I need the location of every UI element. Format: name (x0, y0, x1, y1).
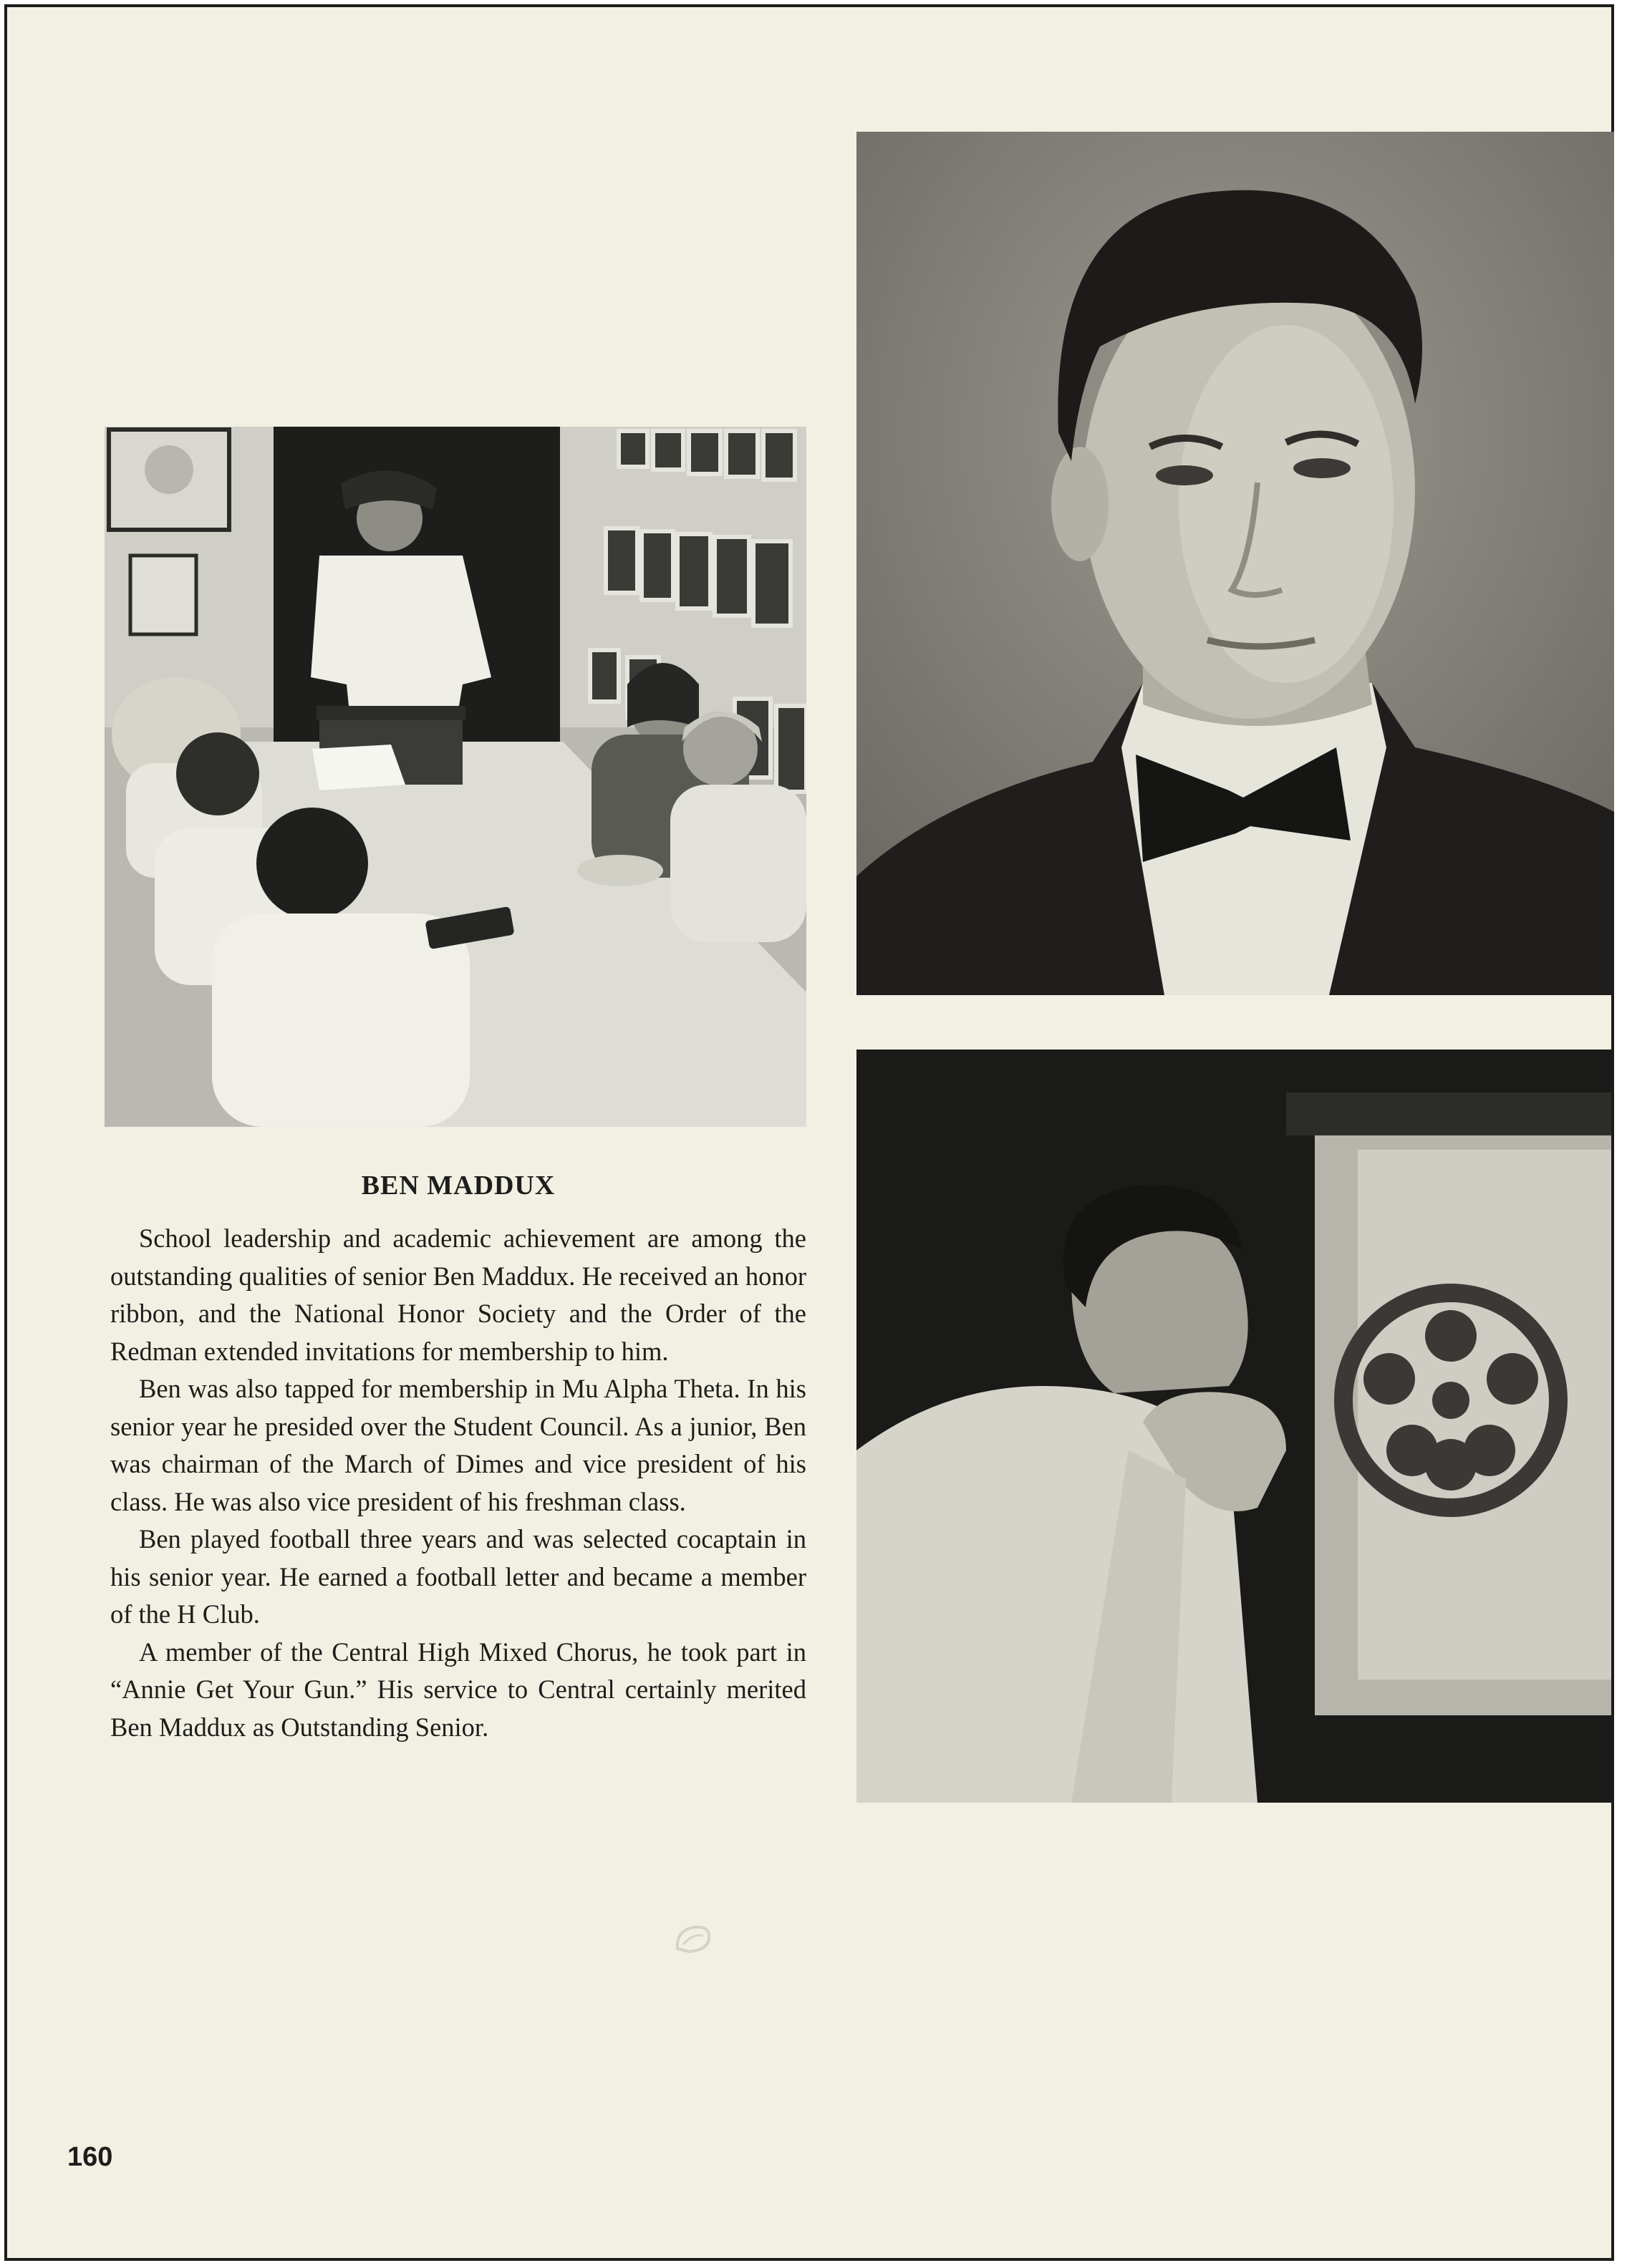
page-number: 160 (67, 2142, 113, 2172)
article-paragraph-4: A member of the Central High Mixed Chorus, he took part in “Annie Get Your Gun.” His service to Central certainly merited Ben Maddux as Outstanding Senior. (110, 1637, 806, 1742)
article-paragraph-2: Ben was also tapped for membership in Mu Alpha Theta. In his senior year he presided over the Student Council. As a junior, Ben was chairman of the March of Dimes and vice president of his class. He was also vice president of his freshman class. (110, 1374, 806, 1516)
portrait-photo (856, 132, 1614, 995)
article-title: BEN MADDUX (361, 1171, 556, 1201)
article-paragraph-3: Ben played football three years and was selected cocaptain in his senior year. He earned a football letter and became a member of the H Club. (110, 1524, 806, 1629)
yearbook-page (4, 4, 1614, 2261)
article (110, 1170, 806, 1746)
emblem-watermark (673, 1923, 713, 1954)
article-paragraph-1: School leadership and academic achievement are among the outstanding qualities of senior Ben Maddux. He received an honor ribbon, and the National Honor Society and the Order of the Redman extended invitations for membership to him. (110, 1223, 806, 1366)
meeting-photo (105, 427, 806, 1127)
projector-photo (856, 1050, 1611, 1803)
